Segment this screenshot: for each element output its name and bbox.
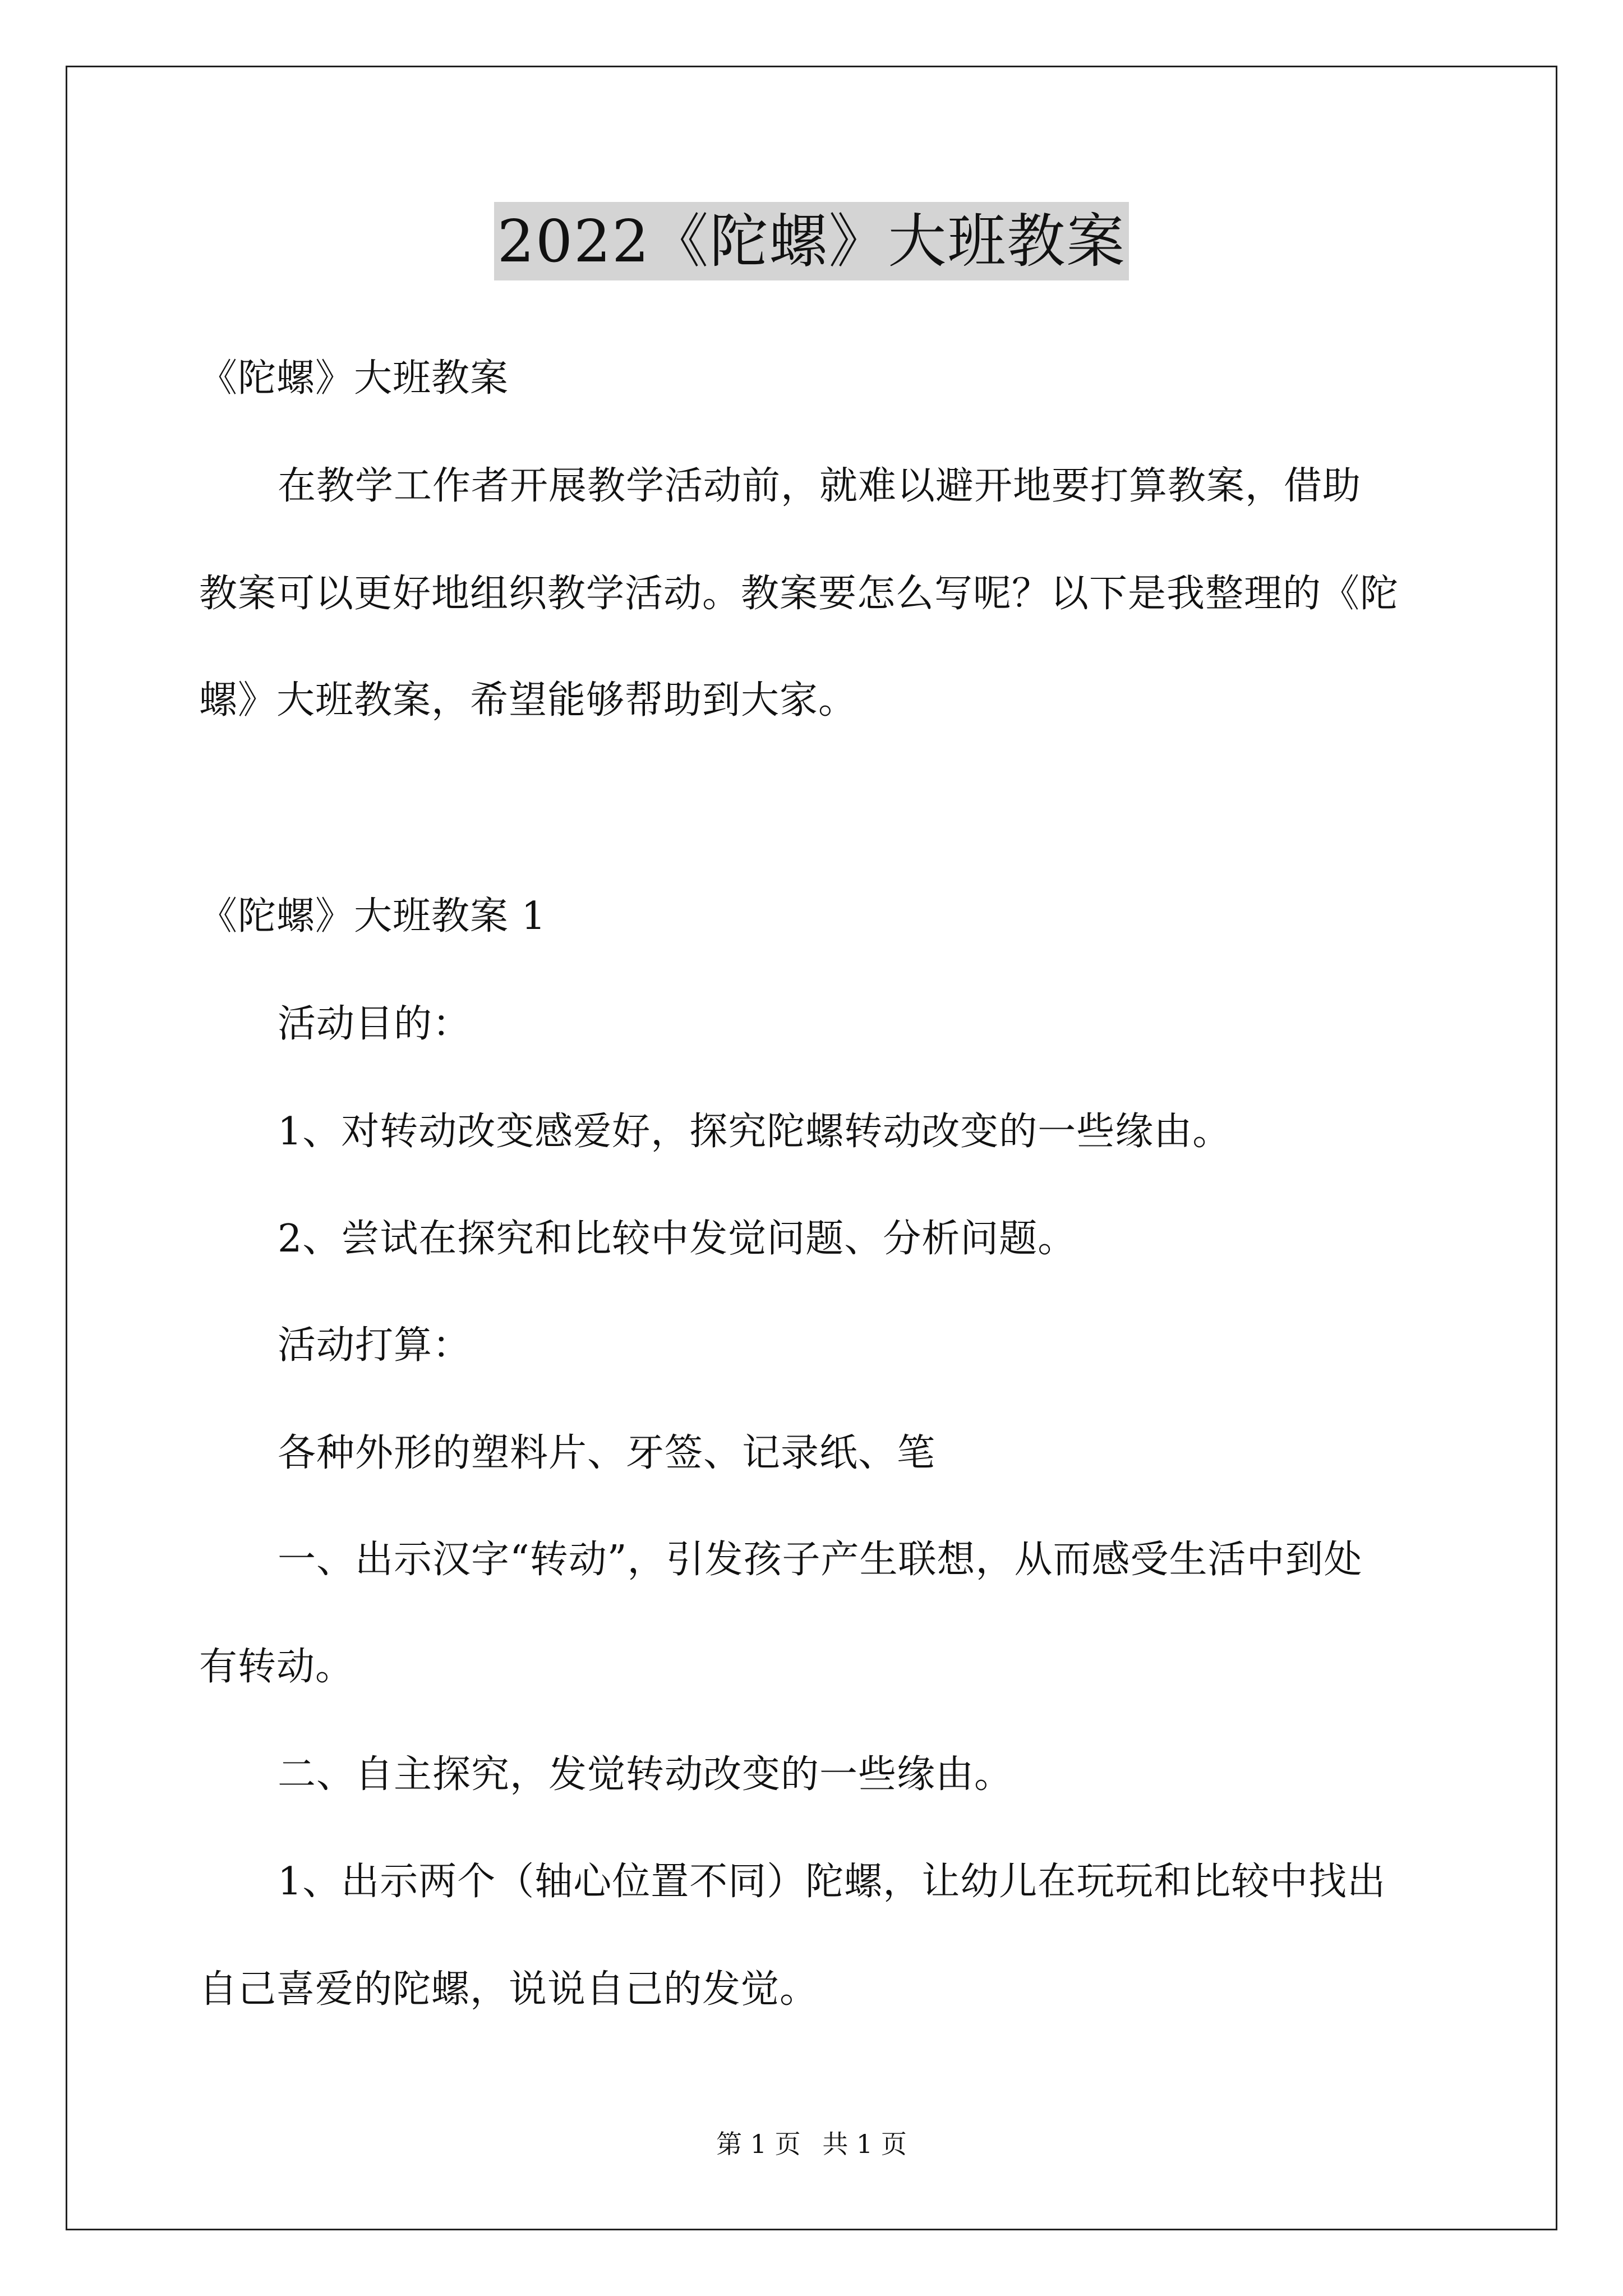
document-title: 2022《陀螺》大班教案: [494, 202, 1129, 280]
body-line-4: 活动打算：: [278, 1323, 472, 1368]
section-heading: 《陀螺》大班教案 1: [199, 894, 546, 938]
body-line-10: 自己喜爱的陀螺，说说自己的发觉。: [199, 1967, 819, 2012]
document-subtitle: 《陀螺》大班教案: [199, 356, 509, 401]
intro-line-1: 在教学工作者开展教学活动前，就难以避开地要打算教案，借助: [278, 464, 1362, 508]
page-footer: [0, 2127, 1623, 2161]
body-line-6: 一、出示汉字“转动”，引发孩子产生联想，从而感受生活中到处: [278, 1538, 1363, 1582]
body-line-9: 1、出示两个（轴心位置不同）陀螺，让幼儿在玩玩和比较中找出: [278, 1860, 1386, 1904]
body-line-2: 1、对转动改变感爱好，探究陀螺转动改变的一些缘由。: [278, 1110, 1232, 1154]
body-line-8: 二、自主探究，发觉转动改变的一些缘由。: [278, 1752, 1013, 1797]
body-line-5: 各种外形的塑料片、牙签、记录纸、笔: [278, 1431, 936, 1475]
page-total: 共 1 页: [822, 2129, 907, 2159]
title-container: [0, 202, 1623, 280]
body-line-1: 活动目的：: [278, 1002, 472, 1046]
intro-line-3: 螺》大班教案，希望能够帮助到大家。: [199, 678, 857, 723]
body-line-7: 有转动。: [199, 1645, 354, 1689]
page-number: 第 1 页: [716, 2129, 801, 2159]
intro-line-2: 教案可以更好地组织教学活动。教案要怎么写呢？以下是我整理的《陀: [199, 572, 1399, 616]
body-line-3: 2、尝试在探究和比较中发觉问题、分析问题。: [278, 1217, 1077, 1261]
